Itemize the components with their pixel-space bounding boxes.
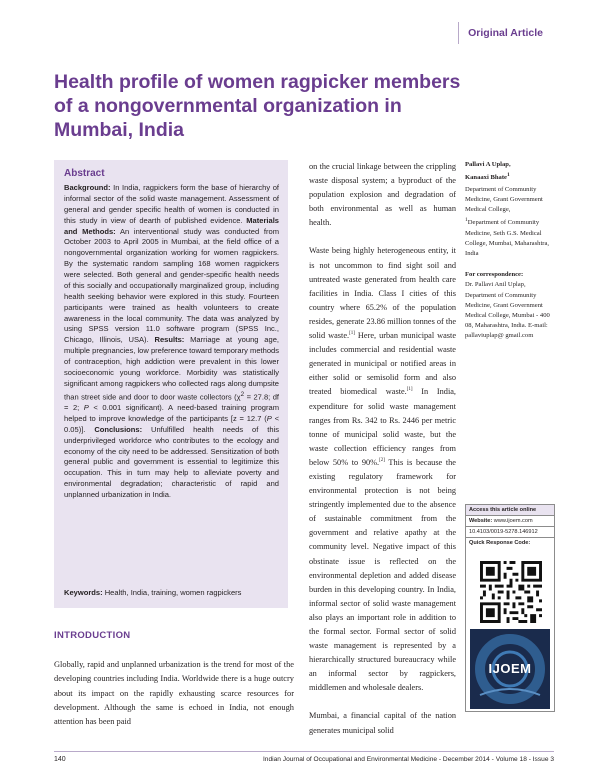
citation-link[interactable]: [1] [406, 387, 413, 393]
department-1: Department of Community Medicine, Grant Government Medical College, [465, 185, 543, 213]
introduction-heading: INTRODUCTION [54, 630, 131, 641]
affiliation-marker: 1 [506, 172, 510, 179]
article-title [54, 70, 461, 142]
body-paragraph: on the crucial linkage between the crippling waste disposal system; a byproduct of the population explosion and degradation of both environmental as well as human health. [309, 162, 456, 228]
results-text: = 27.8; df = 2; [64, 392, 279, 413]
keywords-label: Keywords: [64, 588, 103, 597]
department-text: Department of Community Medicine, Seth G.S. Medical College, Mumbai, Maharashtra, India [465, 219, 550, 257]
abstract-heading: Abstract [64, 168, 105, 179]
p-value-symbol: P [266, 413, 272, 423]
website-row [466, 516, 554, 527]
article-type-label: Original Article [468, 27, 543, 39]
background-label: Background: [64, 183, 111, 192]
introduction-paragraph: Globally, rapid and unplanned urbanization is the trend for most of the developing countries including India. Worldwide there is a huge outcry about its impact on the rapidly exhausting scarce resources for development. Although the same is echoed in India, not enough attention has been paid [54, 660, 294, 727]
access-title: Access this article online [466, 505, 554, 516]
author-name: Pallavi A Uplap, [465, 161, 511, 168]
author-affiliation [465, 160, 553, 342]
conclusions-text: Unfulfilled health needs of this underprivileged workforce who contributes to the ecology and economy of the city need to be addressed. Sensitization of both general public and government is essential to legitimize this occupation. This in turn may help to alleviate poverty and environmental degradation; characteristic of rapid and unplanned urbanization in India. [64, 424, 279, 500]
doi-link[interactable]: 10.4103/0019-5278.146912 [466, 527, 554, 538]
website-link[interactable]: www.ijoem.com [492, 518, 533, 524]
abstract-box [54, 160, 288, 608]
methods-label: Materials and Methods: [64, 215, 279, 236]
qr-code-icon[interactable] [480, 561, 542, 623]
correspondence-details: Dr. Pallavi Anil Uplap, Department of Community Medicine, Grant Government Medical College, Mumbai - 400 08, Maharashtra, India. E-mail: pallaviuplap@ gmail.com [465, 281, 550, 340]
body-text: Waste being highly heterogeneous entity, it is not uncommon to find sight soil and untreated waste generated from health care facilities in India. Class I cities of this country where 65.2% of the population resides, generate 23.86 million tonnes of the solid waste. [309, 246, 457, 341]
body-paragraph [309, 244, 456, 695]
results-text: Marriage at young age, multiple pregnancies, low preference toward temporary methods of contraception, high addiction were prevalent in this lower socioeconomic young workforce. Morbidity was statistically significant among ragpickers who collected rags along dumpsite than street side and door to door waste collectors (χ [64, 335, 279, 402]
access-online-box [465, 504, 555, 712]
author-name: Kanaaxi Bhate [465, 174, 507, 182]
background-text: In India, ragpickers form the base of hierarchy of informal sector of the solid waste management. Assessment of general and gender specific health of women is conducted in this study in view of dearth of published evidence. [64, 183, 279, 225]
header-divider [458, 22, 459, 44]
title-line: Mumbai, India [54, 119, 185, 141]
conclusions-label: Conclusions: [94, 424, 143, 434]
results-text: < 0.001 significant). A need-based training program helped to improve knowledge of the participants [z = 12.7 ( [64, 403, 279, 423]
chi-square-superscript: 2 [240, 390, 245, 398]
p-value-symbol: P [83, 403, 89, 413]
logo-text: IJOEM [488, 661, 532, 676]
journal-logo [470, 629, 550, 709]
body-text: In India, expenditure for solid waste management ranges from Rs. 342 to Rs. 2446 per metric tonne of municipal solid waste, but the waste collection efficiency ranges from below 50% to 90%. [309, 387, 457, 467]
footer-divider [54, 751, 554, 752]
keywords [64, 588, 241, 597]
correspondence-heading: For correspondence: [465, 271, 524, 279]
citation-link[interactable]: [2] [379, 458, 385, 464]
page-number: 140 [54, 756, 66, 763]
affiliation-marker: 1 [465, 217, 468, 224]
qr-label: Quick Response Code: [469, 540, 531, 546]
results-label: Results: [154, 335, 185, 345]
title-line: of a nongovernmental organization in [54, 95, 402, 117]
methods-text: An interventional study was conducted from October 2003 to April 2005 in Mumbai, at the field office of a nongovernmental organization working for women ragpickers. By the systematic random sampling 168 women ragpickers were selected. Both general and gender-specific health needs of this socially and occupationally marginalized group, including health seeking behavior were explored in this study. Fourteen participants were trained as health volunteers to create awareness in the local community. The data was analyzed by using SPSS version 11.0 software program (SPSS Inc., Chicago, Illinois, USA). [64, 226, 279, 345]
website-label: Website: [469, 518, 493, 524]
abstract-body [64, 183, 279, 501]
title-line: Health profile of women ragpicker members [54, 71, 461, 93]
body-paragraph: Mumbai, a financial capital of the nation generates municipal solid [309, 711, 456, 735]
citation-link[interactable]: [1] [349, 331, 355, 337]
author-names [465, 160, 553, 184]
results-text: < 0.05)]. [64, 413, 279, 434]
body-text: This is because the existing regulatory framework for environmental protection is not being stringently implemented due to the absence of sustainable commitment from the government and relative apathy at the community level. Negative impact of this obstinate issue is reflected on the environmental depletion and added disease burden in this developing country. In India, informal sector of solid waste management also plays an important role in addition to the formal sector. Formal sector of solid waste management is represented by a hierarchically structured bureaucracy while an informal sector by ragpickers, middlemen and wholesale dealers. [309, 457, 456, 693]
keywords-text: Health, India, training, women ragpickers [102, 588, 242, 597]
journal-citation: Indian Journal of Occupational and Environmental Medicine - December 2014 - Volume 18 - Issue 3 [262, 756, 554, 763]
department-2 [465, 215, 553, 259]
body-column [309, 160, 456, 752]
body-text: Here, urban municipal waste includes commercial and residential waste generated in municipal or notified areas in either solid or semisolid form and also treated biomedical waste. [309, 331, 457, 397]
